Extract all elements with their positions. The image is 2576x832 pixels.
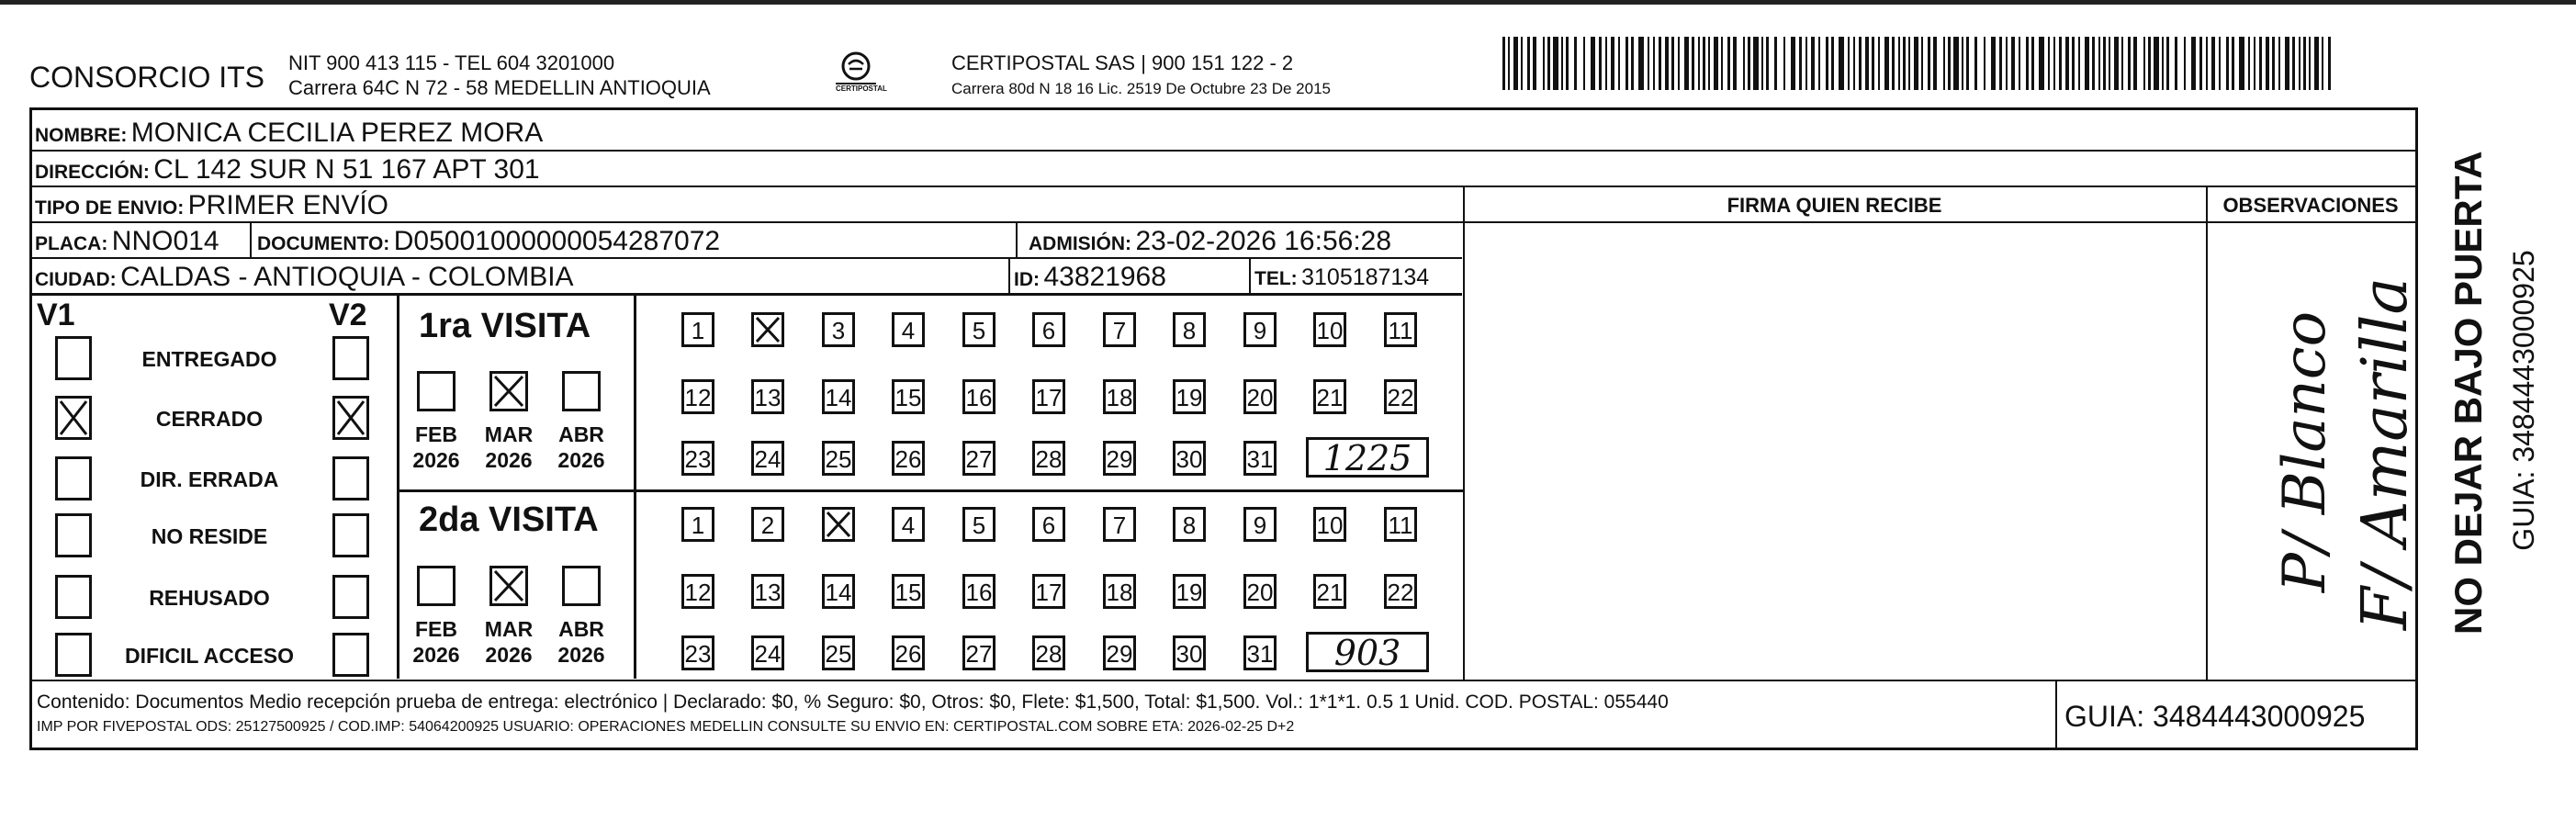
barcode-bar [1561,37,1563,90]
barcode-bar [2328,37,2331,90]
barcode-bar [1502,37,1505,90]
day-box[interactable]: 26 [892,635,925,670]
tel-label: TEL: [1254,268,1298,289]
address-label: DIRECCIÓN: [35,162,150,183]
month-label: ABR 2026 [557,422,605,472]
day-box[interactable]: 13 [751,574,784,609]
barcode-bar [1853,37,1855,90]
barcode-bar [1753,37,1759,90]
barcode-bar [1933,37,1937,90]
send-type-field [35,192,388,219]
barcode-bar [2162,37,2164,90]
barcode-bar [1859,37,1862,90]
address-field [35,156,540,184]
barcode-bar [1799,37,1802,90]
v1-checkbox[interactable] [55,575,92,619]
status-option-label: DIFICIL ACCESO [124,644,294,668]
address-value: CL 142 SUR N 51 167 APT 301 [153,154,540,185]
barcode-bar [1818,37,1820,90]
barcode-bar [1653,37,1655,90]
barcode-bar [1665,37,1669,90]
barcode-bar [2166,37,2169,90]
barcode-bar [2026,37,2029,90]
barcode-bar [1625,37,1628,90]
status-option-label: NO RESIDE [151,524,268,548]
city-value: CALDAS - ANTIOQUIA - COLOMBIA [120,262,574,292]
day-box[interactable]: 4 [892,312,925,347]
day-box[interactable]: 8 [1173,507,1206,542]
barcode-bar [2322,37,2323,90]
barcode-bar [2211,37,2215,90]
barcode-bar [1791,37,1795,90]
barcode-bar [2232,37,2234,90]
barcode-bar [1708,37,1710,90]
barcode-bar [1543,37,1545,90]
barcode-bar [1766,37,1769,90]
carrier-line2: Carrera 80d N 18 16 Lic. 2519 De Octubre 23 De 2015 [951,80,1331,97]
top-edge-line [0,0,2576,5]
day-box[interactable]: 9 [1243,312,1277,347]
admission-value: 23-02-2026 16:56:28 [1135,226,1392,256]
barcode-bar [1574,37,1577,90]
barcode-bar [2239,37,2244,90]
day-box[interactable]: 11 [1384,312,1417,347]
day-box[interactable]: 31 [1243,635,1277,670]
barcode-bar [1692,37,1694,90]
month-checkbox[interactable] [417,371,456,411]
footer-contents: Contenido: Documentos Medio recepción prueba de entrega: electrónico | Declarado: $0, % Seguro: $0, Otros: $0, Flete: $1,500, Total: $1,500. Vol.: 1*1*1. 0.5 1 Unid. COD. POSTAL: 055440 [37,691,1669,713]
cell-divider [1016,221,1018,257]
barcode-bar [2292,37,2295,90]
day-box[interactable]: 29 [1103,441,1136,476]
status-option-label: CERRADO [155,407,264,431]
observations-header: OBSERVACIONES [2222,194,2399,217]
day-box[interactable]: 20 [1243,574,1277,609]
month-label: MAR 2026 [484,617,534,667]
v2-checkbox[interactable] [332,633,369,677]
day-box[interactable]: 22 [1384,574,1417,609]
plate-field [35,228,219,255]
day-box[interactable]: 2 [751,507,784,542]
day-box[interactable]: 8 [1173,312,1206,347]
status-divider [397,293,399,679]
barcode-bar [1591,37,1595,90]
barcode-bar [2175,37,2177,90]
footer-print-info: IMP POR FIVEPOSTAL ODS: 25127500925 / COD.IMP: 54064200925 USUARIO: OPERACIONES MEDELLIN CONSULTE SU ENVIO EN: CERTIPOSTAL.COM SOBRE ETA: 2026-02-25 D+2 [37,719,1295,735]
day-box[interactable]: 17 [1032,574,1065,609]
v1-checkbox[interactable] [55,396,92,440]
barcode-bar [1892,37,1895,90]
month-checkbox[interactable] [417,566,456,606]
observation-note-1: P/ Blanco [2271,310,2339,593]
barcode-bar [1953,37,1959,90]
v2-checkbox[interactable] [332,575,369,619]
row-divider [29,257,1462,259]
day-box[interactable]: 30 [1173,635,1206,670]
barcode-bar [2109,37,2110,90]
barcode-bar [2072,37,2075,90]
day-box[interactable]: 28 [1032,635,1065,670]
barcode-bar [2199,37,2202,90]
barcode-bar [2266,37,2269,90]
barcode-bar [1783,37,1785,90]
barcode-bar [1826,37,1828,90]
v2-checkbox[interactable] [332,513,369,557]
barcode-bar [1948,37,1951,90]
v1-checkbox[interactable] [55,513,92,557]
day-box[interactable]: 17 [1032,379,1065,414]
month-label: FEB 2026 [412,617,460,667]
barcode-bar [2121,37,2123,90]
cell-divider [1008,257,1010,293]
barcode-bar [1811,37,1815,90]
day-box[interactable]: 19 [1173,379,1206,414]
barcode-bar [2085,37,2089,90]
months-divider [634,293,636,679]
footer-guia: GUIA: 3484443000925 [2064,700,2366,733]
visits-divider [397,489,1463,492]
status-top-border [29,293,1462,296]
day-box[interactable]: 24 [751,441,784,476]
barcode-bar [1848,37,1850,90]
barcode-bar [1774,37,1777,90]
status-option-label: REHUSADO [149,586,270,610]
barcode-bar [1678,37,1680,90]
document-value: D05001000000054287072 [393,226,721,256]
day-box[interactable]: 27 [962,635,996,670]
day-box[interactable]: 14 [822,574,855,609]
row-divider [29,186,2417,187]
row-divider [29,221,2417,223]
day-box[interactable]: 28 [1032,441,1065,476]
barcode-bar [1962,37,1963,90]
day-box[interactable]: 15 [892,574,925,609]
barcode-bar [2114,37,2119,90]
v1-checkbox[interactable] [55,336,92,380]
barcode-bar [2098,37,2100,90]
visit2-title: 2da VISITA [419,500,599,539]
day-box[interactable]: 6 [1032,507,1065,542]
day-box[interactable]: 23 [681,635,714,670]
barcode-bar [1999,37,2002,90]
observations-left-border [2206,186,2208,680]
barcode-bar [1733,37,1737,90]
form-left-border [29,107,32,750]
day-box[interactable]: 10 [1313,507,1346,542]
day-box[interactable]: 25 [822,635,855,670]
barcode-bar [2254,37,2255,90]
id-field [1014,264,1166,291]
plate-value: NNO014 [111,226,219,256]
barcode-bar [2148,37,2151,90]
day-box[interactable]: 14 [822,379,855,414]
day-box[interactable] [822,507,855,542]
day-box[interactable]: 1 [681,507,714,542]
id-label: ID: [1014,269,1040,290]
barcode-bar [1671,37,1674,90]
barcode-bar [2006,37,2008,90]
barcode-bar [1648,37,1649,90]
day-box[interactable]: 6 [1032,312,1065,347]
barcode-bar [1611,37,1614,90]
day-box[interactable]: 16 [962,379,996,414]
barcode-bar [2031,37,2034,90]
day-box[interactable]: 1 [681,312,714,347]
carrier-line1: CERTIPOSTAL SAS | 900 151 122 - 2 [951,51,1294,74]
name-value: MONICA CECILIA PEREZ MORA [130,118,544,148]
status-option-label: ENTREGADO [141,347,277,371]
barcode-bar [1805,37,1807,90]
cell-divider [1249,257,1251,293]
day-box[interactable]: 18 [1103,379,1136,414]
admission-field [1029,228,1391,255]
month-label: MAR 2026 [484,422,534,472]
barcode-bar [1698,37,1700,90]
barcode-bar [2314,37,2319,90]
v2-checkbox[interactable] [332,336,369,380]
day-box[interactable]: 12 [681,574,714,609]
footer-guia-divider [2055,680,2057,749]
barcode-bar [1928,37,1930,90]
month-checkbox[interactable] [562,371,601,411]
day-box[interactable]: 31 [1243,441,1277,476]
day-box[interactable]: 5 [962,507,996,542]
barcode-bar [1991,37,1996,90]
barcode-bar [2309,37,2311,90]
barcode-bar [1966,37,1969,90]
visit1-title: 1ra VISITA [419,307,591,345]
barcode-bar [1865,37,1869,90]
form-top-border [29,107,2417,110]
barcode-bar [1527,37,1530,90]
day-box[interactable]: 7 [1103,312,1136,347]
day-box[interactable] [751,312,784,347]
barcode-bar [1903,37,1906,90]
month-checkbox[interactable] [489,371,528,411]
barcode-bar [1547,37,1550,90]
day-box[interactable]: 15 [892,379,925,414]
barcode-bar [1878,37,1880,90]
day-box[interactable]: 27 [962,441,996,476]
company-name: CONSORCIO ITS [29,61,265,94]
handwritten-day-code: 1225 [1306,437,1429,478]
row-divider [29,150,2417,152]
day-box[interactable]: 10 [1313,312,1346,347]
barcode-bar [1508,37,1510,90]
barcode-bar [1521,37,1523,90]
barcode-bar [2128,37,2131,90]
day-box[interactable]: 3 [822,312,855,347]
barcode-bar [1984,37,1985,90]
tel-field [1254,266,1429,289]
month-checkbox[interactable] [489,566,528,606]
barcode-bar [2191,37,2196,90]
barcode-bar [1638,37,1644,90]
cell-divider [250,221,252,257]
day-box[interactable]: 16 [962,574,996,609]
barcode-bar [2226,37,2229,90]
barcode-bar [2048,37,2050,90]
barcode-bar [2303,37,2306,90]
day-check-mark [754,315,782,352]
barcode-bar [1839,37,1844,90]
day-box[interactable]: 22 [1384,379,1417,414]
day-box[interactable]: 21 [1313,379,1346,414]
barcode-bar [1831,37,1834,90]
barcode-bar [1914,37,1918,90]
observation-note-2: F/ Amarilla [2349,276,2422,631]
month-label: ABR 2026 [557,617,605,667]
barcode-bar [1553,37,1558,90]
barcode-bar [1605,37,1607,90]
barcode-bar [2259,37,2262,90]
day-box[interactable]: 21 [1313,574,1346,609]
barcode-bar [1943,37,1945,90]
barcode-bar [1974,37,1977,90]
v2-checkbox[interactable] [332,396,369,440]
day-box[interactable]: 7 [1103,507,1136,542]
barcode-bar [1684,37,1689,90]
name-field [35,119,543,147]
day-box[interactable]: 9 [1243,507,1277,542]
day-box[interactable]: 11 [1384,507,1417,542]
barcode-bar [1721,37,1723,90]
barcode-bar [2019,37,2020,90]
status-option-label: DIR. ERRADA [140,467,279,491]
barcode-bar [2285,37,2289,90]
barcode-bar [1703,37,1705,90]
observations-handwriting [2213,230,2422,670]
barcode-bar [2278,37,2280,90]
barcode-bar [1908,37,1910,90]
company-nit: NIT 900 413 115 - TEL 604 3201000 [288,51,615,74]
day-box[interactable]: 13 [751,379,784,414]
side-guia: GUIA: 3484443000925 [2507,250,2540,551]
barcode-bar [2065,37,2069,90]
barcode-bar [1884,37,1889,90]
day-box[interactable]: 24 [751,635,784,670]
city-field [35,264,574,291]
barcode-bar [1659,37,1661,90]
v1-label: V1 [37,298,75,332]
send-type-value: PRIMER ENVÍO [187,190,389,220]
barcode-bar [2011,37,2015,90]
barcode [1502,37,2333,92]
barcode-bar [1599,37,1602,90]
certipostal-logo-icon [832,48,887,96]
admission-label: ADMISIÓN: [1029,233,1131,254]
day-box[interactable]: 23 [681,441,714,476]
city-label: CIUDAD: [35,269,117,290]
plate-label: PLACA: [35,233,108,254]
barcode-bar [2272,37,2275,90]
barcode-bar [1566,37,1569,90]
form-bottom-border [29,748,2418,750]
barcode-bar [1727,37,1730,90]
day-box[interactable]: 26 [892,441,925,476]
company-address: Carrera 64C N 72 - 58 MEDELLIN ANTIOQUIA [288,76,711,99]
v1-checkbox[interactable] [55,633,92,677]
month-label: FEB 2026 [412,422,460,472]
barcode-bar [1921,37,1923,90]
barcode-bar [2092,37,2095,90]
barcode-bar [2299,37,2300,90]
month-checkbox[interactable] [562,566,601,606]
day-box[interactable]: 20 [1243,379,1277,414]
barcode-bar [1533,37,1536,90]
barcode-bar [2154,37,2159,90]
barcode-bar [1748,37,1750,90]
day-box[interactable]: 12 [681,379,714,414]
barcode-bar [1583,37,1585,90]
day-box[interactable]: 30 [1173,441,1206,476]
barcode-bar [1761,37,1763,90]
day-box[interactable]: 29 [1103,635,1136,670]
barcode-bar [1631,37,1634,90]
barcode-bar [1872,37,1874,90]
barcode-bar [2184,37,2186,90]
v2-checkbox[interactable] [332,456,369,500]
day-check-mark [825,510,852,546]
barcode-bar [2078,37,2080,90]
barcode-bar [2248,37,2250,90]
day-box[interactable]: 4 [892,507,925,542]
barcode-bar [2053,37,2055,90]
no-dejar-warning: NO DEJAR BAJO PUERTA [2447,151,2490,635]
barcode-bar [2103,37,2106,90]
barcode-bar [1618,37,1620,90]
barcode-bar [1513,37,1518,90]
v2-label: V2 [329,298,367,332]
tel-value: 3105187134 [1301,264,1430,290]
barcode-bar [2039,37,2044,90]
name-label: NOMBRE: [35,125,128,146]
document-label: DOCUMENTO: [257,233,390,254]
signature-left-border [1463,186,1465,680]
day-box[interactable]: 5 [962,312,996,347]
signature-header: FIRMA QUIEN RECIBE [1727,194,1942,217]
send-type-label: TIPO DE ENVIO: [35,197,185,219]
barcode-bar [1898,37,1900,90]
v1-checkbox[interactable] [55,456,92,500]
day-box[interactable]: 19 [1173,574,1206,609]
footer-top-border [29,680,2417,681]
barcode-bar [2219,37,2221,90]
barcode-bar [1743,37,1745,90]
id-value: 43821968 [1043,262,1166,292]
barcode-bar [2133,37,2137,90]
handwritten-day-code: 903 [1306,632,1429,672]
barcode-bar [2206,37,2208,90]
logo-text: CERTIPOSTAL [836,84,887,93]
day-box[interactable]: 18 [1103,574,1136,609]
barcode-bar [2143,37,2145,90]
document-field [257,228,720,255]
barcode-bar [1714,37,1718,90]
day-box[interactable]: 25 [822,441,855,476]
barcode-bar [2059,37,2062,90]
